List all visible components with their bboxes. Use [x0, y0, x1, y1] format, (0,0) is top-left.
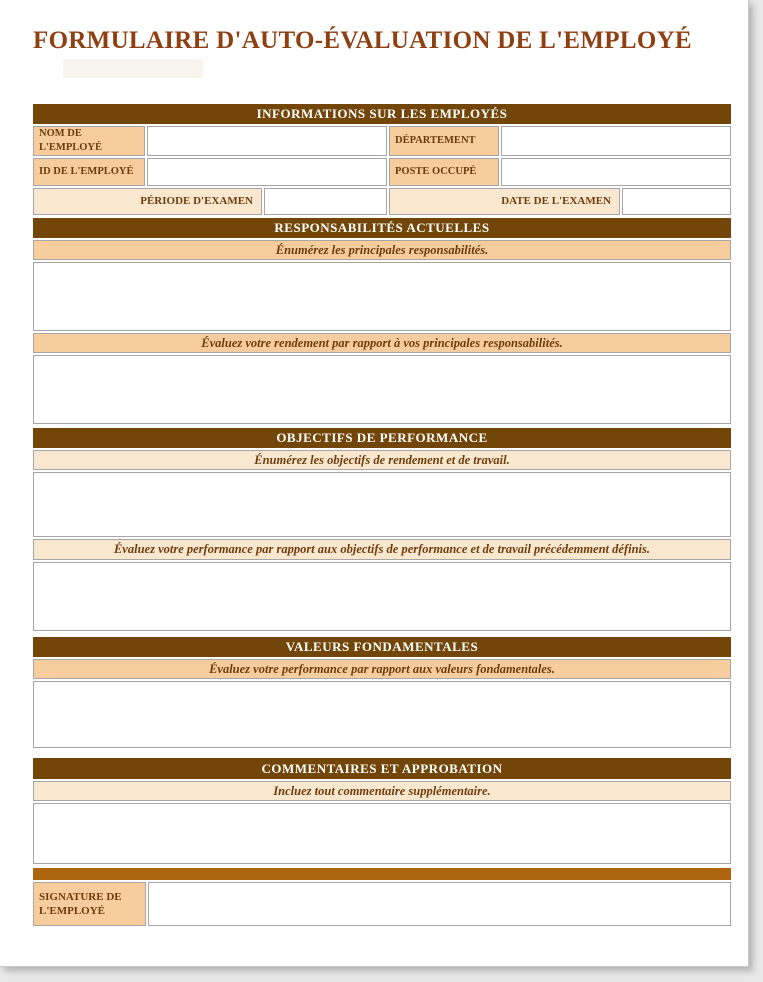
comments-box[interactable] [33, 803, 731, 864]
review-date-label: DATE DE L'EXAMEN [389, 188, 620, 215]
employee-info-section [33, 104, 731, 215]
core-values-section [33, 637, 731, 748]
info-row-1 [33, 126, 731, 156]
info-row-3 [33, 188, 731, 215]
performance-goals-section-header: OBJECTIFS DE PERFORMANCE [33, 428, 731, 448]
responsibilities-rating-prompt: Évaluez votre rendement par rapport à vos principales responsabilités. [33, 333, 731, 353]
employee-name-input[interactable] [147, 126, 387, 156]
page-title: FORMULAIRE D'AUTO-ÉVALUATION DE L'EMPLOYÉ [33, 27, 692, 54]
signature-input[interactable] [148, 882, 731, 926]
responsibilities-section [33, 218, 731, 424]
signature-section [33, 868, 731, 926]
comments-section [33, 758, 731, 864]
core-values-rating-box[interactable] [33, 681, 731, 748]
goals-rating-box[interactable] [33, 562, 731, 631]
review-date-input[interactable] [622, 188, 731, 215]
signature-accent-bar [33, 868, 731, 880]
goals-rating-prompt: Évaluez votre performance par rapport aux objectifs de performance et de travail précédemment définis. [33, 539, 731, 560]
review-period-input[interactable] [264, 188, 387, 215]
responsibilities-section-header: RESPONSABILITÉS ACTUELLES [33, 218, 731, 238]
core-values-section-header: VALEURS FONDAMENTALES [33, 637, 731, 657]
performance-goals-section [33, 428, 731, 631]
position-label: POSTE OCCUPÉ [389, 158, 499, 186]
comments-section-header: COMMENTAIRES ET APPROBATION [33, 758, 731, 779]
info-section-header: INFORMATIONS SUR LES EMPLOYÉS [33, 104, 731, 124]
goals-list-box[interactable] [33, 472, 731, 537]
info-row-2 [33, 158, 731, 186]
review-period-label: PÉRIODE D'EXAMEN [33, 188, 262, 215]
title-highlight [63, 59, 203, 78]
employee-name-label: NOM DE L'EMPLOYÉ [33, 126, 145, 156]
signature-label: SIGNATURE DE L'EMPLOYÉ [33, 882, 146, 926]
comments-prompt: Incluez tout commentaire supplémentaire. [33, 781, 731, 801]
employee-id-label: ID DE L'EMPLOYÉ [33, 158, 145, 186]
goals-list-prompt: Énumérez les objectifs de rendement et de travail. [33, 450, 731, 470]
responsibilities-rating-box[interactable] [33, 355, 731, 424]
department-input[interactable] [501, 126, 731, 156]
responsibilities-list-box[interactable] [33, 262, 731, 331]
employee-id-input[interactable] [147, 158, 387, 186]
position-input[interactable] [501, 158, 731, 186]
responsibilities-list-prompt: Énumérez les principales responsabilités. [33, 240, 731, 260]
department-label: DÉPARTEMENT [389, 126, 499, 156]
signature-row [33, 882, 731, 926]
core-values-rating-prompt: Évaluez votre performance par rapport aux valeurs fondamentales. [33, 659, 731, 679]
